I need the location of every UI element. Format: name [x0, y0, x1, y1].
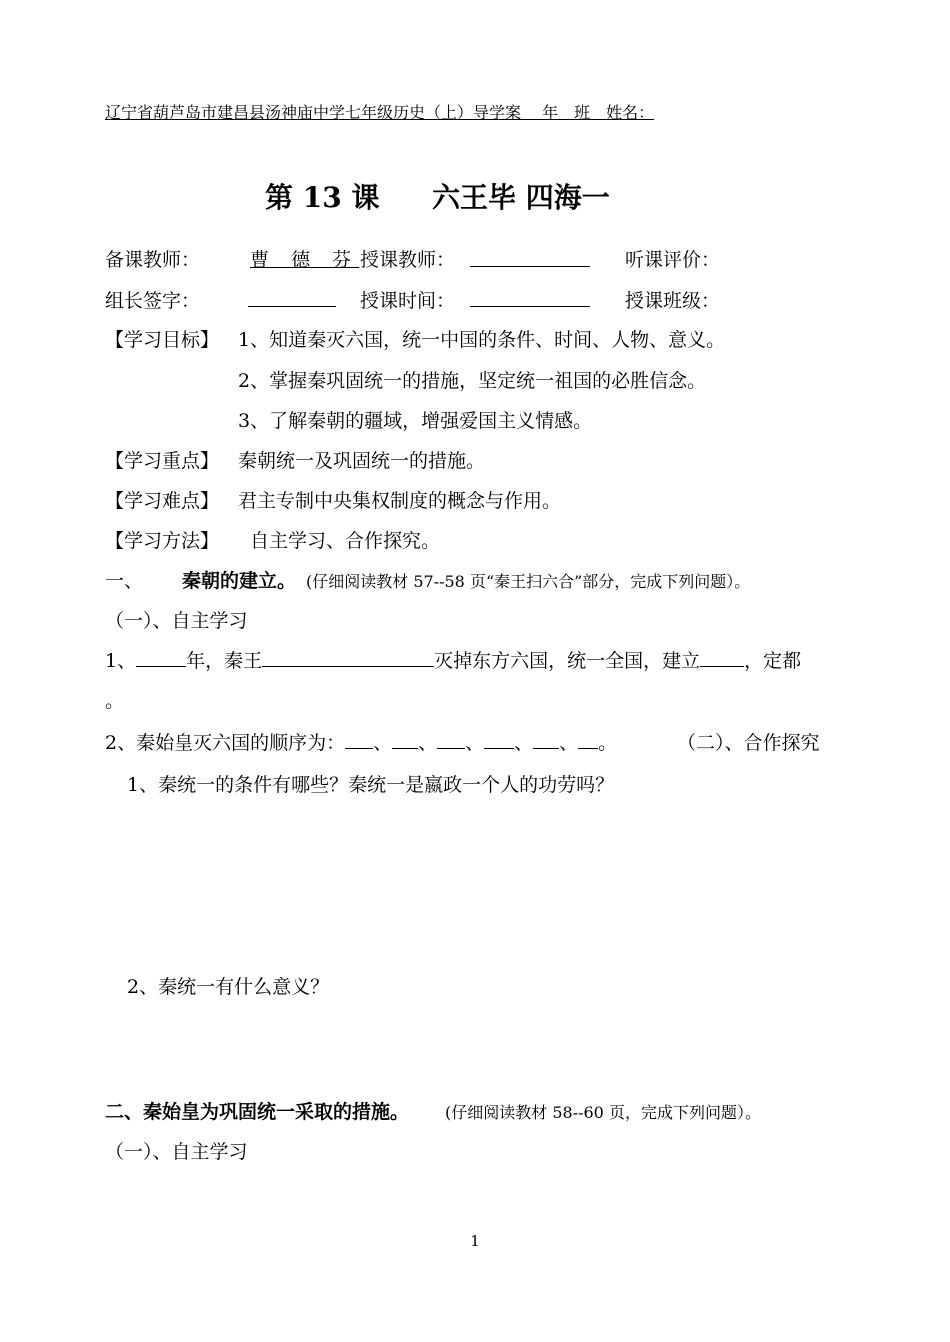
q2-blank[interactable]: [437, 730, 465, 749]
lesson-number: 第 13 课: [265, 181, 380, 214]
evaluation-label: 听课评价：: [625, 249, 721, 271]
key-point-label: 【学习重点】: [105, 450, 220, 472]
question-1: 1、 年，秦王 灭掉东方六国，统一全国，建立 ，定都: [105, 650, 802, 672]
goal-item: 1、知道秦灭六国，统一中国的条件、时间、人物、意义。: [238, 329, 726, 351]
teaching-time-label: 授课时间：: [360, 290, 456, 312]
difficulty-label: 【学习难点】: [105, 490, 220, 512]
q2-blank[interactable]: [578, 730, 598, 749]
goals-label: 【学习目标】: [105, 329, 220, 351]
leader-sign-label: 组长签字：: [105, 290, 201, 312]
teaching-time-blank[interactable]: [470, 288, 590, 307]
question-2: 2、秦始皇灭六国的顺序为： 、 、 、 、 、 。: [105, 732, 618, 754]
goal-item: 3、了解秦朝的疆域，增强爱国主义情感。: [238, 410, 593, 432]
q2-blank[interactable]: [345, 730, 373, 749]
q1-king-blank[interactable]: [262, 648, 434, 667]
section2-self-study: （一）、自主学习: [105, 1141, 248, 1163]
prep-teacher-label: 备课教师：: [105, 249, 201, 271]
q2-blank[interactable]: [484, 730, 514, 749]
goal-item: 2、掌握秦巩固统一的措施，坚定统一祖国的必胜信念。: [238, 370, 707, 392]
leader-sign-blank[interactable]: [248, 288, 336, 307]
key-point-text: 秦朝统一及巩固统一的措施。: [238, 450, 486, 472]
prep-teacher-name: 曹 德 芬: [250, 249, 360, 271]
difficulty-text: 君主专制中央集权制度的概念与作用。: [238, 490, 562, 512]
method-label: 【学习方法】: [105, 530, 220, 552]
section2-note: (仔细阅读教材 58--60 页，完成下列问题）。: [445, 1103, 761, 1122]
explore-question-1: 1、秦统一的条件有哪些？秦统一是嬴政一个人的功劳吗？: [127, 774, 615, 796]
method-text: 自主学习、合作探究。: [250, 530, 441, 552]
question-1-end: 。: [105, 690, 125, 712]
section1-number: 一、: [105, 570, 144, 592]
q2-blank[interactable]: [533, 730, 559, 749]
page-number: 1: [470, 1232, 480, 1250]
q1-year-blank[interactable]: [136, 648, 186, 667]
section1-title: 秦朝的建立。: [182, 570, 297, 592]
q1-dynasty-blank[interactable]: [700, 648, 744, 667]
document-header: 辽宁省葫芦岛市建昌县汤神庙中学七年级历史（上）导学案 年 班 姓名：: [105, 103, 655, 122]
explore-question-2: 2、秦统一有什么意义？: [127, 976, 330, 998]
lesson-title: 六王毕 四海一: [432, 181, 610, 214]
teaching-class-label: 授课班级：: [625, 290, 721, 312]
teaching-teacher-label: 授课教师：: [360, 249, 456, 271]
section1-self-study: （一）、自主学习: [105, 610, 248, 632]
teaching-teacher-blank[interactable]: [470, 248, 590, 267]
section2-title: 二、秦始皇为巩固统一采取的措施。: [105, 1101, 410, 1123]
section1-cooperative-study: （二）、合作探究: [677, 732, 820, 754]
section1-note: (仔细阅读教材 57--58 页“秦王扫六合”部分，完成下列问题）。: [306, 572, 751, 591]
q2-blank[interactable]: [392, 730, 418, 749]
